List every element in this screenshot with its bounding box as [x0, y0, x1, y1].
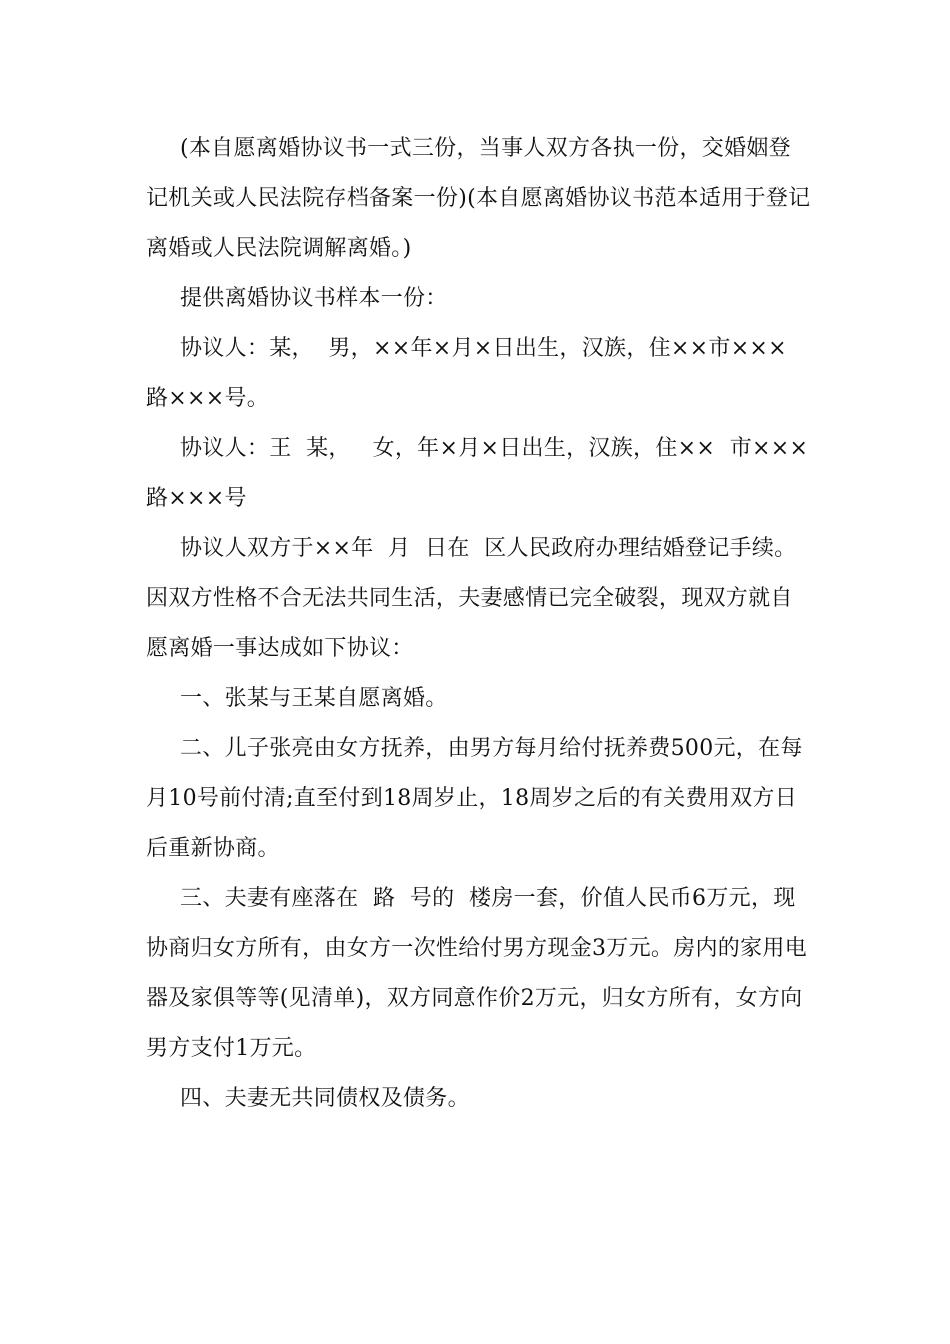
document-body	[146, 124, 811, 1124]
clause-one: 一、张某与王某自愿离婚。	[180, 686, 448, 711]
paragraph-copies-note: (本自愿离婚协议书一式三份，当事人双方各执一份，交婚姻登记机关或人民法院存档备案一份)(本自愿离婚协议书范本适用于登记离婚或人民法院调解离婚。)	[146, 136, 811, 261]
paragraph-sample-intro: 提供离婚协议书样本一份：	[180, 286, 448, 311]
paragraph-party-male: 协议人：某， 男，××年×月×日出生，汉族，住××市××× 路×××号。	[146, 336, 802, 411]
paragraph-background: 协议人双方于××年 月 日在 区人民政府办理结婚登记手续。因双方性格不合无法共同生活，夫妻感情已完全破裂，现双方就自愿离婚一事达成如下协议：	[146, 536, 797, 661]
clause-four: 四、夫妻无共同债权及债务。	[180, 1086, 470, 1111]
clause-three: 三、夫妻有座落在 路 号的 楼房一套，价值人民币6万元，现协商归女方所有，由女方一次性给付男方现金3万元。房内的家用电器及家俱等等(见清单)，双方同意作价2万元，归女方所有，女方向男方支付1万元。	[146, 886, 807, 1061]
clause-two: 二、儿子张亮由女方抚养，由男方每月给付抚养费500元，在每月10号前付清;直至付到18周岁止，18周岁之后的有关费用双方日后重新协商。	[146, 736, 803, 861]
paragraph-party-female: 协议人：王 某， 女，年×月×日出生，汉族，住×× 市×××路×××号	[146, 436, 809, 511]
